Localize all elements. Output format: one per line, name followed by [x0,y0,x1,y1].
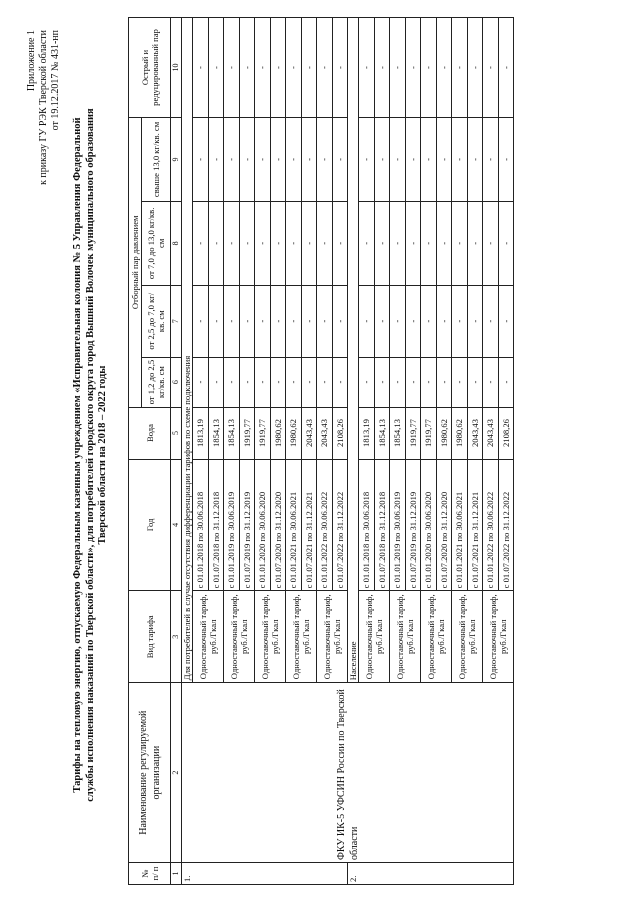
cell-p1: - [193,357,209,407]
tariff-type-cell: Одноставочный тариф, руб./Гкал [483,591,514,683]
tariff-type-cell: Одноставочный тариф, руб./Гкал [224,591,255,683]
cell-sharp: - [374,18,390,118]
cell-sharp: - [452,18,468,118]
section-title: Население [348,18,359,683]
cell-sharp: - [359,18,375,118]
organization-name: ФКУ ИК-5 УФСИН России по Тверской области [182,683,514,863]
cell-sharp: - [286,18,302,118]
tariff-type-cell: Одноставочный тариф, руб./Гкал [359,591,390,683]
header-steam-group: Отборный пар давлением [129,118,142,408]
cell-water: 1854,13 [208,407,224,459]
cell-sharp: - [270,18,286,118]
cell-p4: - [332,118,348,202]
cell-p4: - [359,118,375,202]
cell-p3: - [452,201,468,285]
title-line: службы исполнения наказаний по Тверской области», для потребителей городского округа город Вышний Волочек муниципального образования [84,108,96,802]
cell-p2: - [374,285,390,357]
cell-period: с 01.01.2021 по 30.06.2021 [452,459,468,591]
cell-p4: - [317,118,333,202]
cell-sharp: - [332,18,348,118]
cell-p1: - [224,357,240,407]
cell-p3: - [359,201,375,285]
cell-p1: - [390,357,406,407]
cell-sharp: - [193,18,209,118]
title-line: Тверской области на 2018 – 2022 годы [97,365,108,545]
cell-water: 1854,13 [374,407,390,459]
cell-p2: - [193,285,209,357]
cell-period: с 01.07.2018 по 31.12.2018 [208,459,224,591]
cell-p3: - [483,201,499,285]
cell-p2: - [224,285,240,357]
cell-period: с 01.07.2022 по 31.12.2022 [332,459,348,591]
cell-p3: - [239,201,255,285]
tariff-type-cell: Одноставочный тариф, руб./Гкал [390,591,421,683]
section-row [182,18,193,885]
cell-p1: - [208,357,224,407]
cell-p3: - [208,201,224,285]
section-number: 2. [348,863,514,885]
cell-sharp: - [405,18,421,118]
cell-water: 1919,77 [421,407,437,459]
tariff-type-cell: Одноставочный тариф, руб./Гкал [255,591,286,683]
annex-line: к приказу ГУ РЭК Тверской области [38,30,49,185]
cell-sharp: - [421,18,437,118]
cell-p4: - [255,118,271,202]
document-title [72,65,110,845]
header-year: Год [129,459,171,591]
cell-water: 1854,13 [224,407,240,459]
cell-p4: - [270,118,286,202]
cell-period: с 01.07.2018 по 31.12.2018 [374,459,390,591]
cell-p1: - [359,357,375,407]
annex-line: Приложение 1 [26,30,37,92]
header-org: Наименование регулируемой организации [129,683,171,863]
cell-period: с 01.01.2019 по 30.06.2019 [224,459,240,591]
column-number: 7 [171,285,182,357]
cell-sharp: - [208,18,224,118]
cell-p3: - [467,201,483,285]
cell-p2: - [436,285,452,357]
cell-p1: - [374,357,390,407]
cell-period: с 01.01.2018 по 30.06.2018 [193,459,209,591]
cell-p4: - [498,118,514,202]
cell-p1: - [467,357,483,407]
cell-sharp: - [498,18,514,118]
cell-water: 2043,43 [467,407,483,459]
cell-p3: - [436,201,452,285]
cell-p2: - [286,285,302,357]
cell-period: с 01.01.2020 по 30.06.2020 [255,459,271,591]
cell-p2: - [483,285,499,357]
cell-p1: - [436,357,452,407]
tariff-type-cell: Одноставочный тариф, руб./Гкал [286,591,317,683]
cell-p2: - [359,285,375,357]
header-water: Вода [129,407,171,459]
cell-p4: - [374,118,390,202]
cell-p1: - [286,357,302,407]
section-number: 1. [182,863,348,885]
cell-period: с 01.07.2019 по 31.12.2019 [405,459,421,591]
header-tariff-type: Вид тарифа [129,591,171,683]
cell-p2: - [452,285,468,357]
cell-p4: - [405,118,421,202]
annex-block [26,30,62,185]
cell-period: с 01.01.2019 по 30.06.2019 [390,459,406,591]
cell-sharp: - [317,18,333,118]
cell-p4: - [224,118,240,202]
cell-p1: - [317,357,333,407]
cell-p2: - [208,285,224,357]
cell-p2: - [421,285,437,357]
cell-p4: - [452,118,468,202]
cell-p3: - [498,201,514,285]
cell-p2: - [270,285,286,357]
cell-p1: - [483,357,499,407]
cell-p4: - [483,118,499,202]
tariff-type-cell: Одноставочный тариф, руб./Гкал [452,591,483,683]
cell-p2: - [498,285,514,357]
cell-p2: - [467,285,483,357]
cell-water: 1980,62 [452,407,468,459]
column-numbers-row [171,18,182,885]
cell-water: 1919,77 [405,407,421,459]
column-number: 3 [171,591,182,683]
cell-p4: - [208,118,224,202]
cell-p4: - [421,118,437,202]
cell-p4: - [239,118,255,202]
title-line: Тарифы на тепловую энергию, отпускаемую Федеральным казенным учреждением «Исправительная колония № 5 Управления Федеральной [72,117,83,793]
cell-p3: - [301,201,317,285]
header-p3: от 7,0 до 13,0 кг/кв. см [142,201,171,285]
cell-period: с 01.07.2020 по 31.12.2020 [270,459,286,591]
cell-sharp: - [467,18,483,118]
cell-sharp: - [239,18,255,118]
cell-period: с 01.07.2021 по 31.12.2021 [467,459,483,591]
cell-p1: - [498,357,514,407]
cell-period: с 01.07.2020 по 31.12.2020 [436,459,452,591]
cell-water: 2043,43 [317,407,333,459]
cell-p2: - [332,285,348,357]
cell-sharp: - [436,18,452,118]
column-number: 1 [171,863,182,885]
cell-p3: - [374,201,390,285]
cell-period: с 01.01.2020 по 30.06.2020 [421,459,437,591]
cell-period: с 01.07.2022 по 31.12.2022 [498,459,514,591]
cell-water: 2108,26 [498,407,514,459]
cell-p4: - [301,118,317,202]
cell-p1: - [239,357,255,407]
cell-p3: - [390,201,406,285]
cell-p1: - [405,357,421,407]
column-number: 2 [171,683,182,863]
cell-p1: - [301,357,317,407]
cell-p2: - [301,285,317,357]
tariff-table [128,17,514,885]
cell-water: 1980,62 [270,407,286,459]
column-number: 9 [171,118,182,202]
cell-water: 2108,26 [332,407,348,459]
cell-water: 1919,77 [239,407,255,459]
tariff-type-cell: Одноставочный тариф, руб./Гкал [421,591,452,683]
cell-p3: - [193,201,209,285]
cell-period: с 01.01.2021 по 30.06.2021 [286,459,302,591]
cell-p3: - [286,201,302,285]
header-p2: от 2,5 до 7,0 кг/кв. см [142,285,171,357]
column-number: 4 [171,459,182,591]
cell-water: 1813,19 [359,407,375,459]
cell-period: с 01.01.2022 по 30.06.2022 [317,459,333,591]
tariff-type-cell: Одноставочный тариф, руб./Гкал [193,591,224,683]
cell-period: с 01.01.2018 по 30.06.2018 [359,459,375,591]
cell-water: 1919,77 [255,407,271,459]
column-number: 6 [171,357,182,407]
cell-period: с 01.01.2022 по 30.06.2022 [483,459,499,591]
header-p1: от 1,2 до 2,5 кг/кв. см [142,357,171,407]
cell-p3: - [224,201,240,285]
cell-p4: - [390,118,406,202]
cell-p1: - [452,357,468,407]
cell-p3: - [270,201,286,285]
column-number: 8 [171,201,182,285]
cell-sharp: - [390,18,406,118]
cell-p3: - [421,201,437,285]
cell-sharp: - [301,18,317,118]
column-number: 5 [171,407,182,459]
cell-p2: - [405,285,421,357]
header-sharp-steam: Острый и редуцированный пар [129,18,171,118]
cell-p3: - [317,201,333,285]
cell-sharp: - [255,18,271,118]
cell-water: 1854,13 [390,407,406,459]
cell-p3: - [332,201,348,285]
cell-water: 1980,62 [436,407,452,459]
cell-water: 1980,62 [286,407,302,459]
cell-p2: - [255,285,271,357]
cell-sharp: - [483,18,499,118]
column-number: 10 [171,18,182,118]
cell-water: 2043,43 [301,407,317,459]
cell-p2: - [239,285,255,357]
cell-p3: - [255,201,271,285]
section-title: Для потребителей в случае отсутствия дифференциации тарифов по схеме подключения [182,18,193,683]
cell-p4: - [436,118,452,202]
cell-p1: - [332,357,348,407]
cell-p2: - [317,285,333,357]
annex-line: от 19.12.2017 № 431-нп [50,30,61,131]
cell-p4: - [467,118,483,202]
header-p4: свыше 13,0 кг/кв. см [142,118,171,202]
cell-p1: - [255,357,271,407]
cell-p1: - [270,357,286,407]
cell-p3: - [405,201,421,285]
cell-period: с 01.07.2021 по 31.12.2021 [301,459,317,591]
cell-p4: - [193,118,209,202]
cell-p4: - [286,118,302,202]
cell-p2: - [390,285,406,357]
cell-water: 1813,19 [193,407,209,459]
cell-p1: - [421,357,437,407]
header-num: № п/ п [129,863,171,885]
tariff-type-cell: Одноставочный тариф, руб./Гкал [317,591,348,683]
cell-period: с 01.07.2019 по 31.12.2019 [239,459,255,591]
cell-water: 2043,43 [483,407,499,459]
cell-sharp: - [224,18,240,118]
